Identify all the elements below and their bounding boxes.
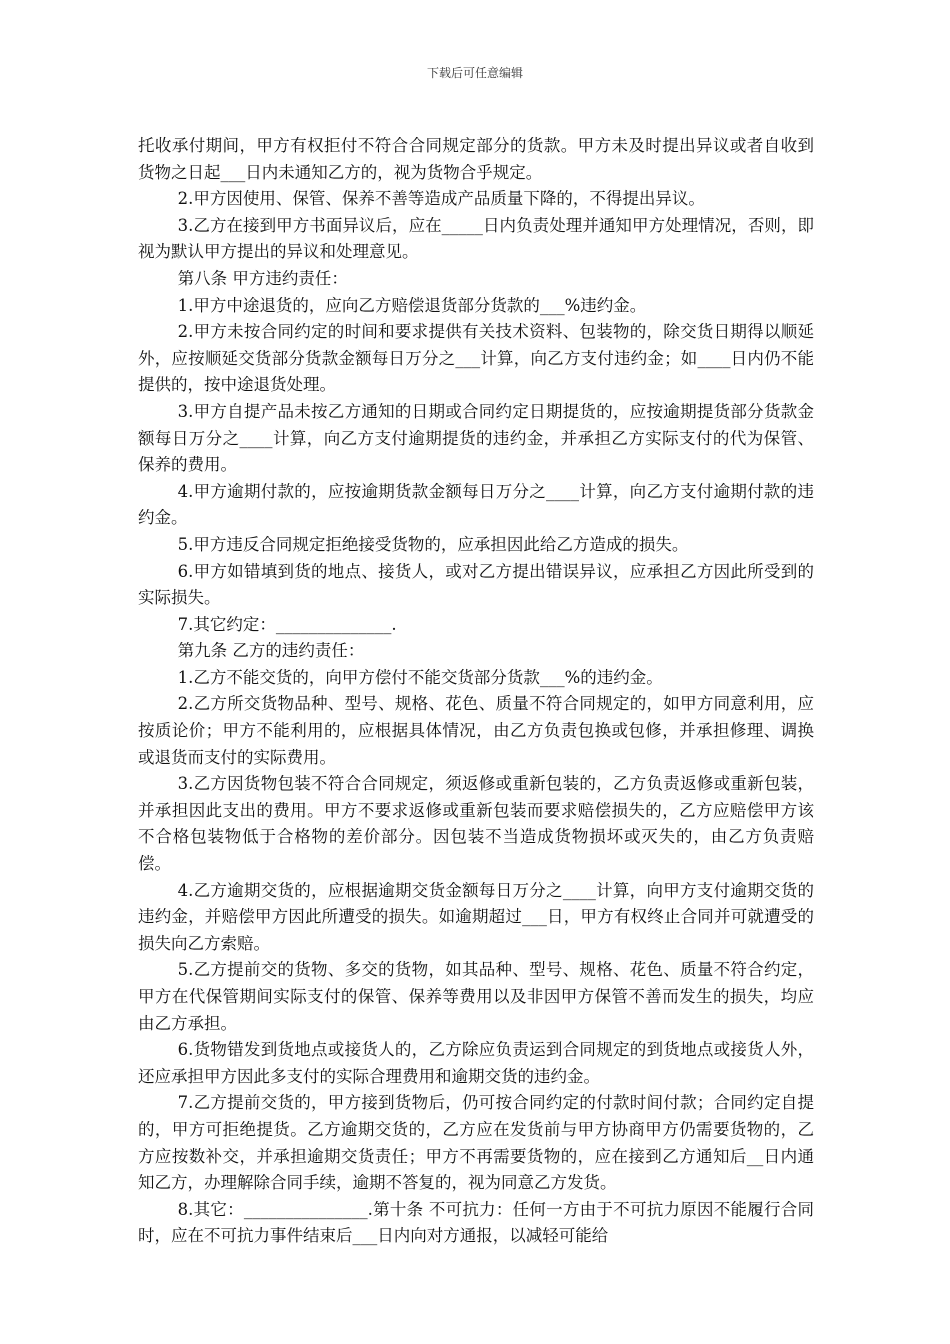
paragraph: 6.货物错发到货地点或接货人的，乙方除应负责运到合同规定的到货地点或接货人外，还应承担甲方因此多支付的实际合理费用和逾期交货的违约金。: [138, 1040, 814, 1086]
paragraph: 4.甲方逾期付款的，应按逾期货款金额每日万分之____计算，向乙方支付逾期付款的违约金。: [138, 481, 814, 528]
paragraph: 托收承付期间，甲方有权拒付不符合合同规定部分的货款。甲方未及时提出异议或者自收到货物之日起___日内未通知乙方的，视为货物合乎规定。: [138, 136, 814, 182]
paragraph: 2.甲方因使用、保管、保养不善等造成产品质量下降的，不得提出异议。: [177, 189, 705, 209]
paragraph: 2.乙方所交货物品种、型号、规格、花色、质量不符合同规定的，如甲方同意利用，应按质论价；甲方不能利用的，应根据具体情况，由乙方负责包换或包修，并承担修理、调换或退货而支付的实际费用。: [138, 694, 814, 767]
article-heading: 第八条 甲方违约责任：: [177, 268, 348, 288]
paragraph: 1.乙方不能交货的，向甲方偿付不能交货部分货款___%的违约金。: [177, 667, 663, 687]
paragraph: 3.乙方在接到甲方书面异议后，应在_____日内负责处理并通知甲方处理情况，否则，即视为默认甲方提出的异议和处理意见。: [138, 215, 814, 262]
paragraph: 3.甲方自提产品未按乙方通知的日期或合同约定日期提货的，应按逾期提货部分货款金额每日万分之____计算，向乙方支付逾期提货的违约金，并承担乙方实际支付的代为保管、保养的费用。: [138, 401, 814, 475]
paragraph: 7.其它约定：______________.: [177, 614, 397, 634]
document-body: [138, 133, 814, 1250]
paragraph: 3.乙方因货物包装不符合合同规定，须返修或重新包装的，乙方负责返修或重新包装，并承担因此支出的费用。甲方不要求返修或重新包装而要求赔偿损失的，乙方应赔偿甲方该不合格包装物低于合格物的差价部分。因包装不当造成货物损坏或灭失的，由乙方负责赔偿。: [138, 774, 814, 874]
paragraph: 7.乙方提前交货的，甲方接到货物后，仍可按合同约定的付款时间付款；合同约定自提的，甲方可拒绝提货。乙方逾期交货的，乙方应在发货前与甲方协商甲方仍需要货物的，乙方应按数补交，并承担逾期交货责任；甲方不再需要货物的，应在接到乙方通知后__日内通知乙方，办理解除合同手续，逾期不答复的，视为同意乙方发货。: [138, 1093, 814, 1193]
paragraph: 6.甲方如错填到货的地点、接货人，或对乙方提出错误异议，应承担乙方因此所受到的实际损失。: [138, 561, 814, 608]
paragraph: 1.甲方中途退货的，应向乙方赔偿退货部分货款的___%违约金。: [177, 295, 647, 315]
paragraph: 2.甲方未按合同约定的时间和要求提供有关技术资料、包装物的，除交货日期得以顺延外，应按顺延交货部分货款金额每日万分之___计算，向乙方支付违约金；如____日内仍不能提供的，按中途退货处理。: [138, 322, 815, 395]
paragraph: 4.乙方逾期交货的，应根据逾期交货金额每日万分之____计算，向甲方支付逾期交货的违约金，并赔偿甲方因此所遭受的损失。如逾期超过___日，甲方有权终止合同并可就遭受的损失向乙方索赔。: [138, 880, 814, 953]
page-header: 下载后可任意编辑: [426, 66, 523, 80]
paragraph: 5.甲方违反合同规定拒绝接受货物的，应承担因此给乙方造成的损失。: [177, 534, 689, 554]
paragraph: 5.乙方提前交的货物、多交的货物，如其品种、型号、规格、花色、质量不符合约定，甲方在代保管期间实际支付的保管、保养等费用以及非因甲方保管不善而发生的损失，均应由乙方承担。: [138, 960, 814, 1033]
article-heading: 第九条 乙方的违约责任：: [177, 641, 365, 661]
paragraph: 8.其它：_______________.第十条 不可抗力：任何一方由于不可抗力原因不能履行合同时，应在不可抗力事件结束后___日内向对方通报，以减轻可能给: [138, 1199, 814, 1246]
